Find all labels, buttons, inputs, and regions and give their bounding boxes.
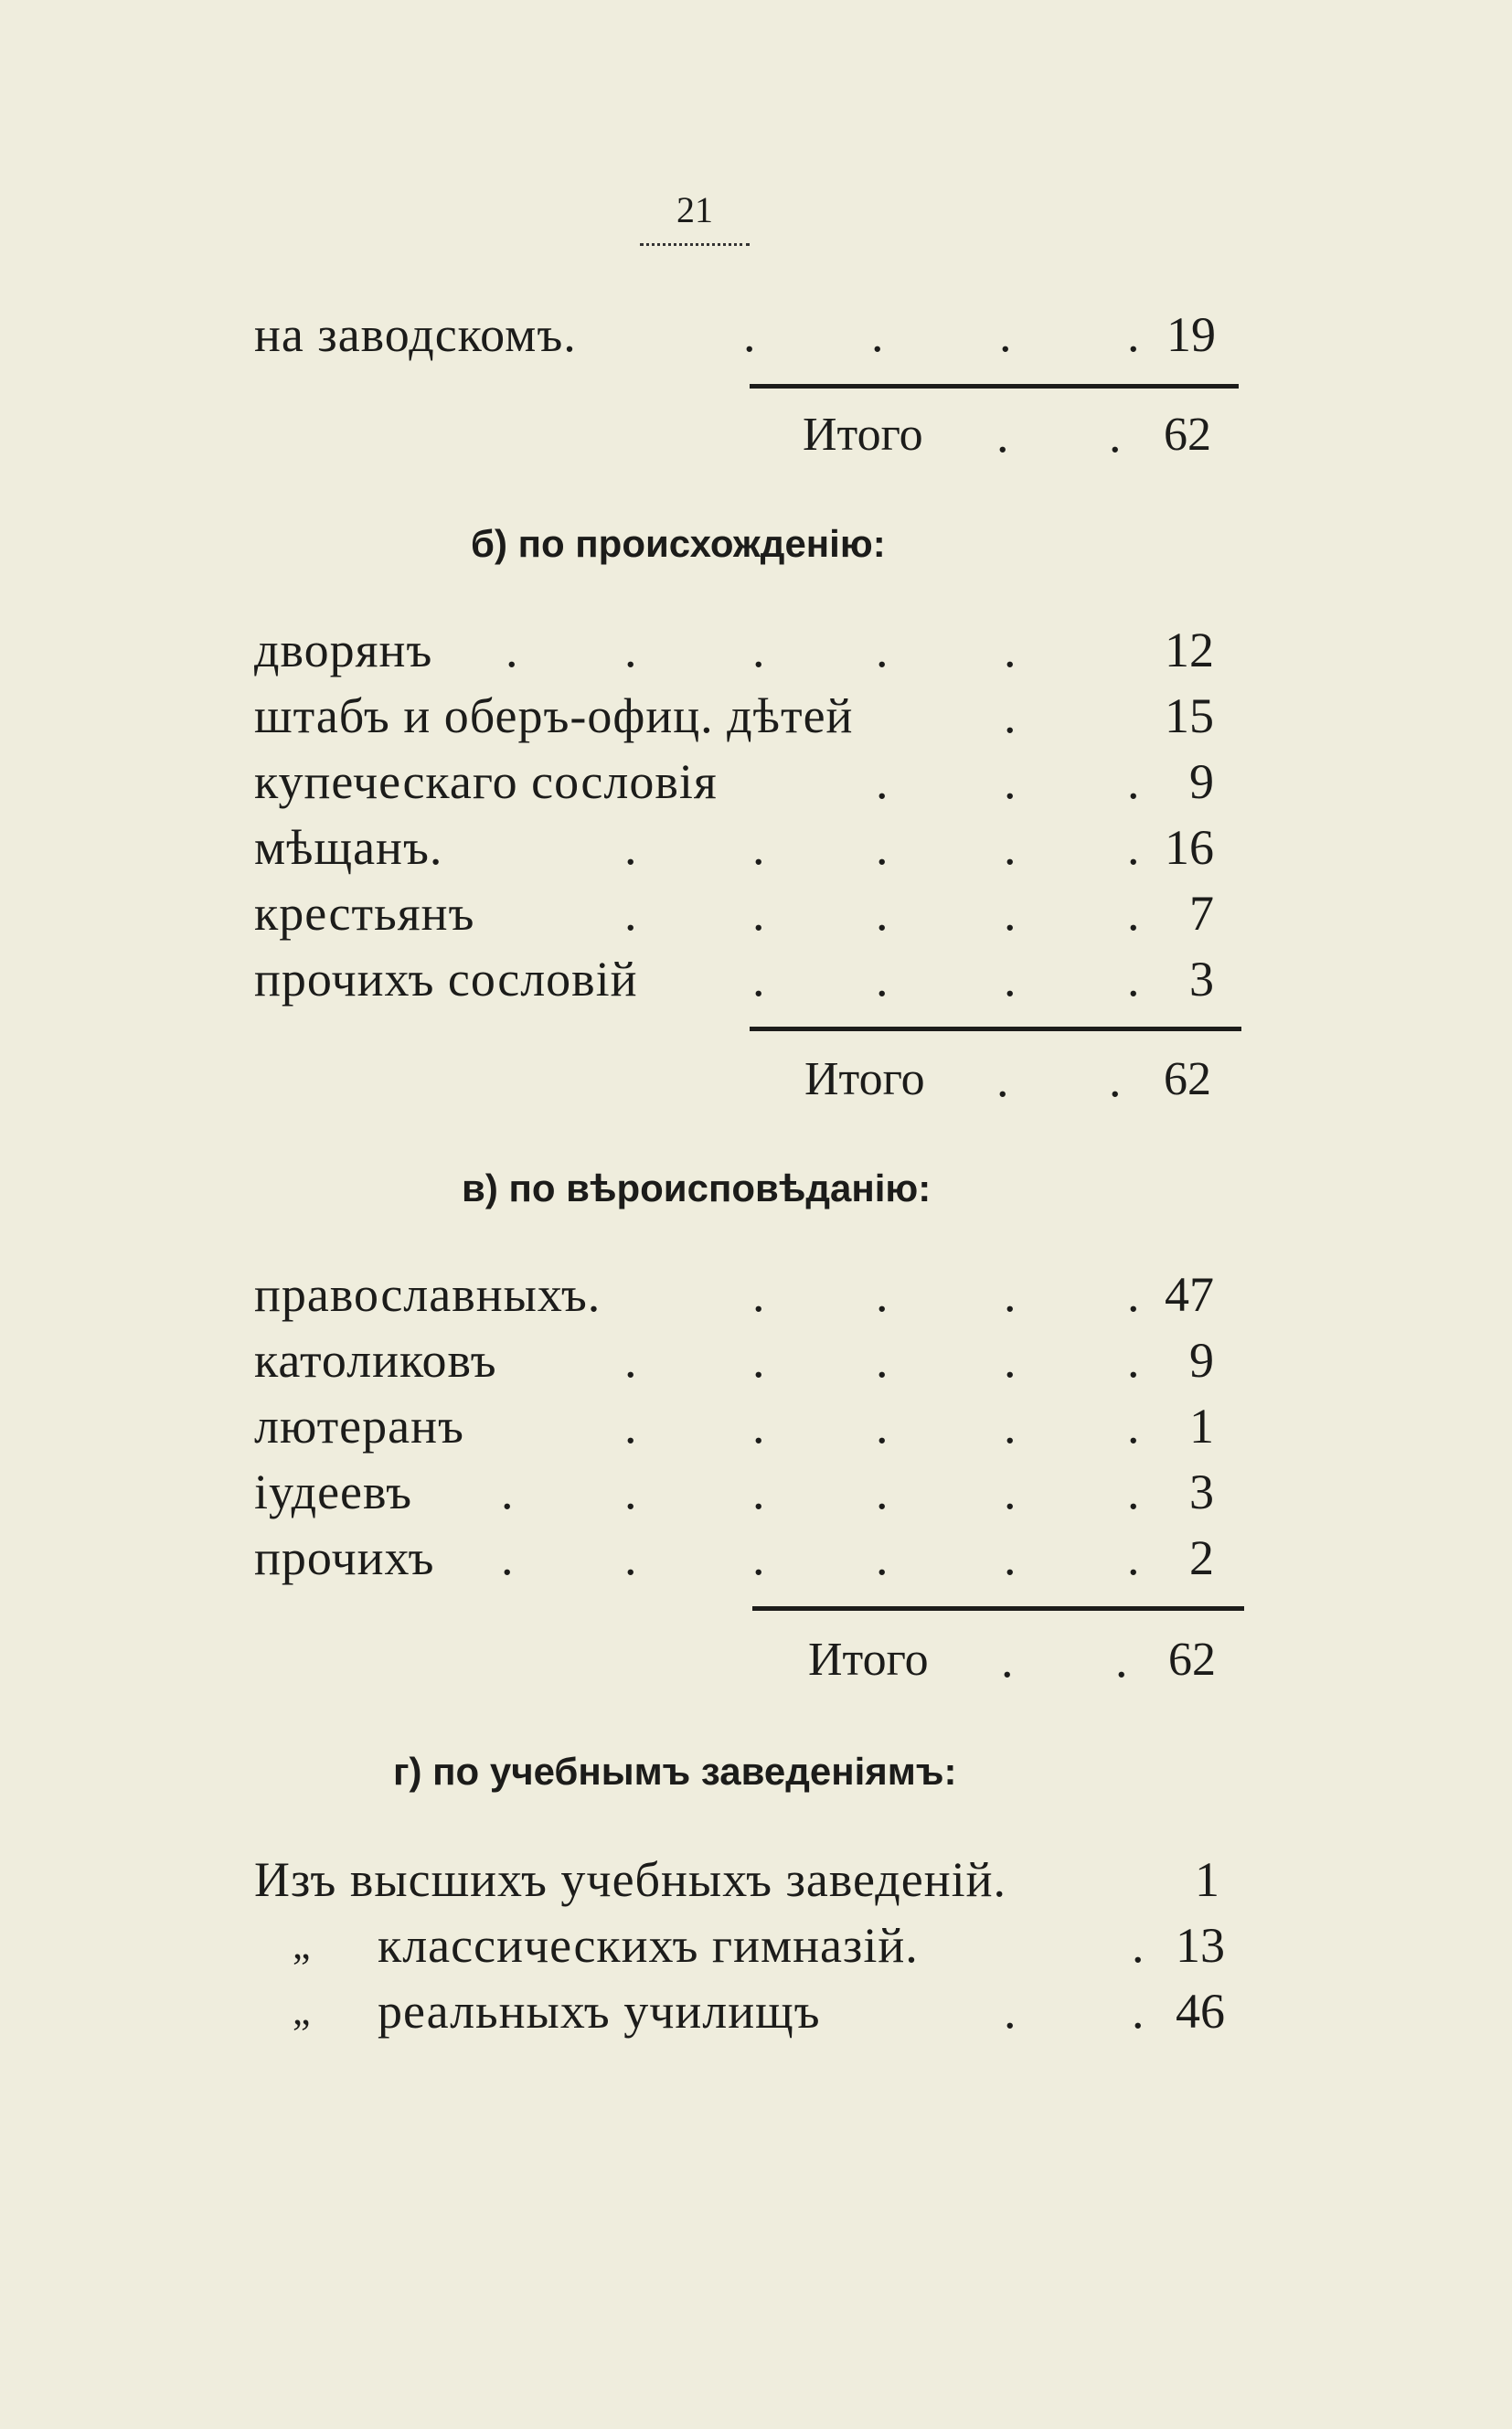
leader-dot: . bbox=[876, 820, 889, 875]
leader-dot: . bbox=[876, 1530, 889, 1585]
total-rule bbox=[750, 1027, 1241, 1031]
total-label: Итого bbox=[808, 1634, 929, 1686]
list-item: католиковъ . . . . . 9 bbox=[254, 1327, 1214, 1393]
leader-dot: . bbox=[624, 820, 637, 875]
list-item bbox=[254, 302, 1214, 368]
leader-dot: . bbox=[1127, 754, 1140, 809]
leader-dot: . bbox=[752, 820, 765, 875]
leader-dot: . bbox=[876, 886, 889, 941]
leader-dot: . bbox=[1004, 1530, 1017, 1585]
list-item: штабъ и оберъ-офиц. дѣтей . 15 bbox=[254, 683, 1214, 749]
leader-dot: . bbox=[1127, 307, 1140, 362]
list-item: мѣщанъ. . . . . . 16 bbox=[254, 815, 1214, 880]
list-item: дворянъ . . . . . 12 bbox=[254, 617, 1214, 683]
leader-dot: . bbox=[1127, 952, 1140, 1007]
leader-dot: . bbox=[876, 623, 889, 677]
leader-dot: . bbox=[871, 307, 884, 362]
leader-dot: . bbox=[743, 307, 756, 362]
leader-dot: . bbox=[752, 1530, 765, 1585]
leader-dot: . bbox=[1004, 820, 1017, 875]
ditto-mark: „ bbox=[293, 1988, 311, 2033]
list-item: лютеранъ . . . . . 1 bbox=[254, 1393, 1214, 1459]
leader-dot: . bbox=[876, 1399, 889, 1454]
leader-dot: . bbox=[1132, 1984, 1145, 2039]
list-item: Изъ высшихъ учебныхъ заведеній. 1 bbox=[254, 1852, 1219, 1907]
leader-dot: . bbox=[1004, 688, 1017, 743]
leader-dot: . bbox=[996, 408, 1009, 463]
page-number: 21 bbox=[676, 189, 713, 230]
leader-dot: . bbox=[752, 952, 765, 1007]
leader-dot: . bbox=[624, 1465, 637, 1519]
leader-dot: . bbox=[1127, 1399, 1140, 1454]
leader-dot: . bbox=[1004, 1267, 1017, 1322]
leader-dot: . bbox=[1004, 1984, 1017, 2039]
item-label: на заводскомъ. bbox=[254, 307, 577, 362]
list-item: іудеевъ . . . . . . 3 bbox=[254, 1459, 1214, 1525]
leader-dot: . bbox=[1127, 1267, 1140, 1322]
leader-dot: . bbox=[1001, 1633, 1014, 1688]
section-heading-origin: б) по происхожденію: bbox=[471, 522, 886, 565]
leader-dot: . bbox=[1127, 1465, 1140, 1519]
leader-dot: . bbox=[752, 886, 765, 941]
list-item: крестьянъ . . . . . 7 bbox=[254, 880, 1214, 946]
leader-dot: . bbox=[1004, 886, 1017, 941]
leader-dot: . bbox=[752, 1465, 765, 1519]
total-rule bbox=[750, 384, 1239, 389]
leader-dot: . bbox=[501, 1530, 514, 1585]
section-heading-religion: в) по вѣроисповѣданію: bbox=[462, 1167, 932, 1209]
ditto-mark: „ bbox=[293, 1923, 311, 1967]
leader-dot: . bbox=[1127, 1530, 1140, 1585]
leader-dot: . bbox=[1115, 1633, 1128, 1688]
leader-dot: . bbox=[624, 623, 637, 677]
total-label: Итого bbox=[804, 1053, 925, 1105]
total-label: Итого bbox=[803, 409, 923, 461]
leader-dot: . bbox=[1132, 1918, 1145, 1973]
page-number-rule bbox=[640, 243, 750, 246]
leader-dot: . bbox=[1004, 1333, 1017, 1388]
list-item: православныхъ. . . . . 47 bbox=[254, 1262, 1214, 1327]
leader-dot: . bbox=[752, 1267, 765, 1322]
leader-dot: . bbox=[876, 754, 889, 809]
list-item: прочихъ . . . . . . 2 bbox=[254, 1525, 1214, 1591]
leader-dot: . bbox=[1109, 408, 1122, 463]
section-heading-schools: г) по учебнымъ заведеніямъ: bbox=[393, 1750, 957, 1793]
leader-dot: . bbox=[1127, 1333, 1140, 1388]
leader-dot: . bbox=[876, 1465, 889, 1519]
leader-dot: . bbox=[624, 1530, 637, 1585]
leader-dot: . bbox=[996, 1052, 1009, 1107]
leader-dot: . bbox=[752, 623, 765, 677]
list-item: купеческаго сословія . . . 9 bbox=[254, 749, 1214, 815]
leader-dot: . bbox=[1127, 886, 1140, 941]
leader-dot: . bbox=[1004, 1465, 1017, 1519]
leader-dot: . bbox=[752, 1333, 765, 1388]
leader-dot: . bbox=[876, 952, 889, 1007]
total-value: 62 bbox=[1164, 1053, 1211, 1105]
leader-dot: . bbox=[1004, 1399, 1017, 1454]
leader-dot: . bbox=[501, 1465, 514, 1519]
leader-dot: . bbox=[1004, 952, 1017, 1007]
list-item: „ реальныхъ училищъ . . 46 bbox=[254, 1978, 1225, 2044]
list-item: прочихъ сословій . . . . 3 bbox=[254, 946, 1214, 1012]
leader-dot: . bbox=[1127, 820, 1140, 875]
leader-dot: . bbox=[624, 1399, 637, 1454]
total-rule bbox=[752, 1606, 1244, 1611]
leader-dot: . bbox=[1004, 754, 1017, 809]
leader-dot: . bbox=[876, 1333, 889, 1388]
leader-dot: . bbox=[624, 886, 637, 941]
leader-dot: . bbox=[999, 307, 1012, 362]
leader-dot: . bbox=[1004, 623, 1017, 677]
total-value: 62 bbox=[1164, 409, 1211, 461]
total-value: 62 bbox=[1168, 1634, 1216, 1686]
leader-dot: . bbox=[876, 1267, 889, 1322]
leader-dot: . bbox=[624, 1333, 637, 1388]
leader-dot: . bbox=[506, 623, 518, 677]
leader-dot: . bbox=[1109, 1052, 1122, 1107]
item-value: 19 bbox=[1166, 307, 1216, 362]
list-item: „ классическихъ гимназій. . 13 bbox=[254, 1912, 1225, 1978]
leader-dot: . bbox=[752, 1399, 765, 1454]
